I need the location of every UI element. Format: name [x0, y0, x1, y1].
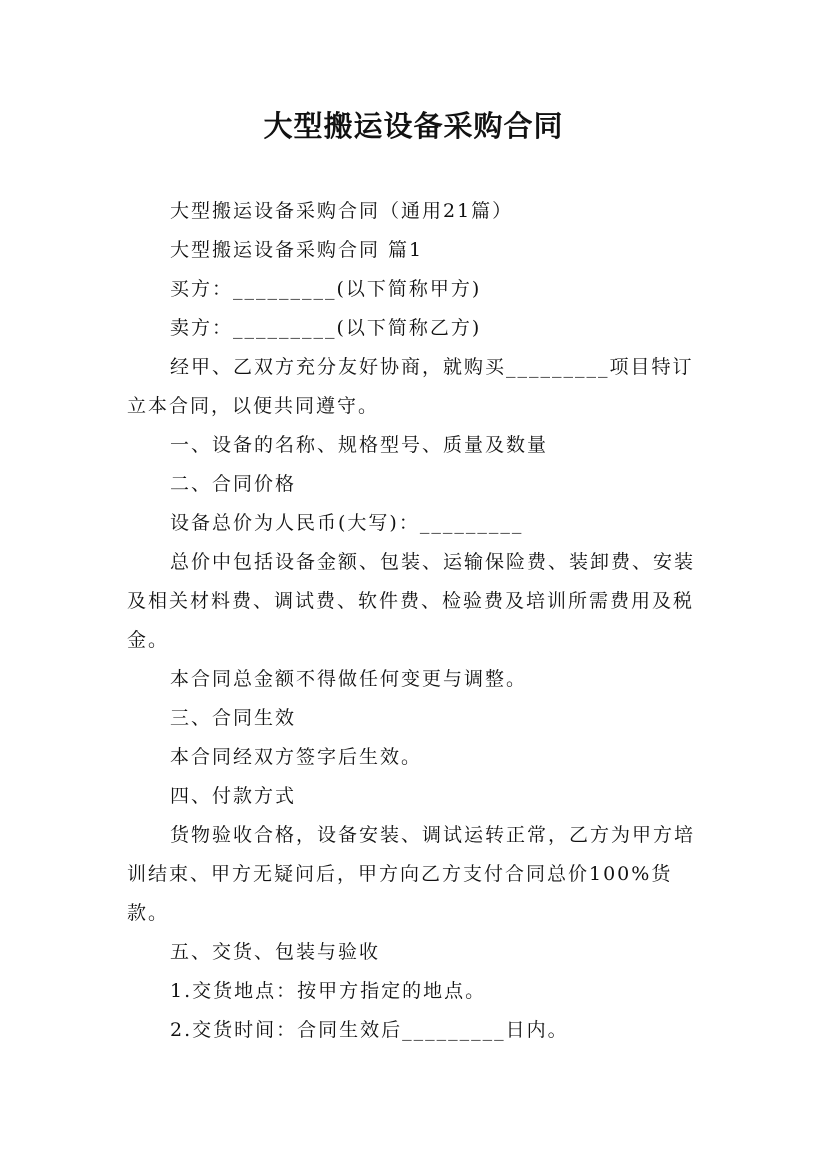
subtitle-paragraph: 大型搬运设备采购合同（通用21篇）: [170, 200, 514, 222]
document-body: [127, 192, 701, 1050]
price-inclusion-paragraph: 总价中包括设备金额、包装、运输保险费、装卸费、安装及相关材料费、调试费、软件费、检验费及培训所需费用及税金。: [127, 551, 696, 651]
clause-heading-1: 一、设备的名称、规格型号、质量及数量: [170, 434, 549, 456]
document-title: 大型搬运设备采购合同: [263, 109, 564, 143]
payment-paragraph: 货物验收合格，设备安装、调试运转正常，乙方为甲方培训结束、甲方无疑问后，甲方向乙方支付合同总价100%货款。: [127, 824, 696, 924]
clause-heading-5: 五、交货、包装与验收: [170, 941, 381, 963]
seller-line: 卖方：_________(以下简称乙方): [170, 317, 482, 339]
buyer-line: 买方：_________(以下简称甲方): [170, 278, 482, 300]
clause-heading-4: 四、付款方式: [170, 785, 297, 807]
preamble-paragraph: 经甲、乙双方充分友好协商，就购买_________项目特订立本合同，以便共同遵守。: [127, 356, 694, 417]
delivery-time-line: 2.交货时间：合同生效后_________日内。: [170, 1019, 569, 1041]
delivery-place-line: 1.交货地点：按甲方指定的地点。: [170, 980, 487, 1002]
effective-paragraph: 本合同经双方签字后生效。: [170, 746, 423, 768]
no-change-paragraph: 本合同总金额不得做任何变更与调整。: [170, 668, 528, 690]
total-price-line: 设备总价为人民币(大写)：_________: [170, 512, 524, 534]
clause-heading-3: 三、合同生效: [170, 707, 297, 729]
clause-heading-2: 二、合同价格: [170, 473, 297, 495]
section-heading: 大型搬运设备采购合同 篇1: [170, 239, 424, 261]
